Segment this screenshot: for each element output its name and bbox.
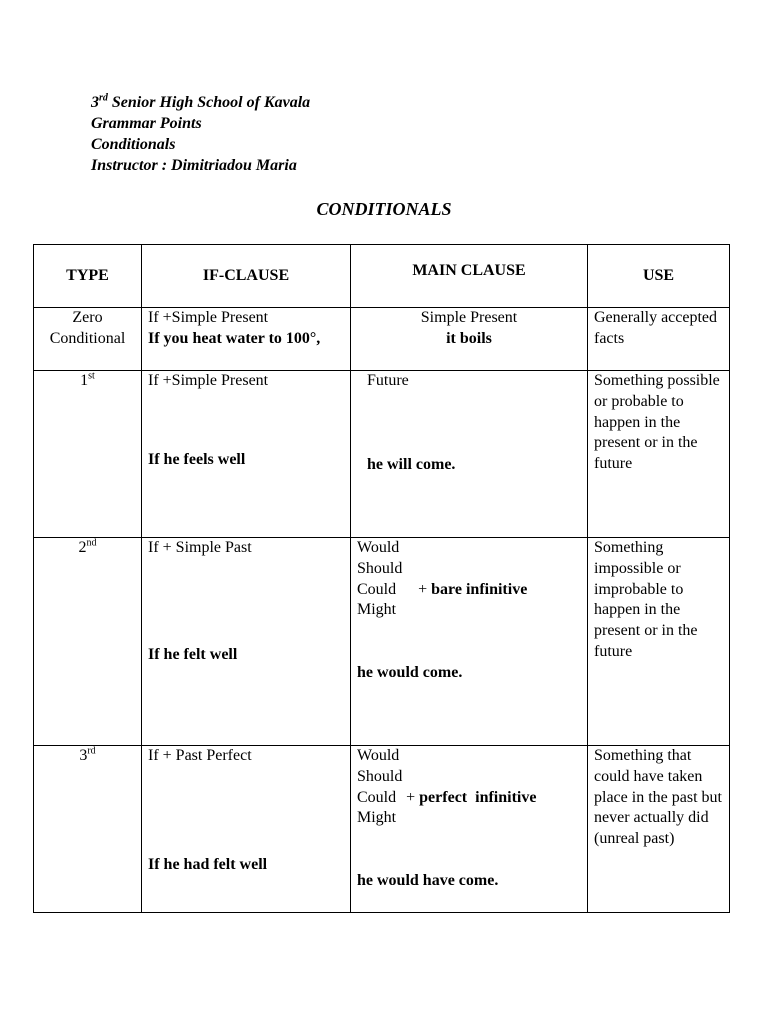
type-cell: [34, 746, 142, 913]
modal-should: Should: [357, 559, 403, 577]
conditionals-table: [33, 244, 730, 913]
type-number: 3: [79, 747, 88, 764]
table-row: [34, 746, 730, 913]
if-example: If he felt well: [148, 645, 238, 663]
use-text: Something possible or probable to happen in the present or in the future: [594, 372, 720, 473]
plus-sign: +: [406, 788, 420, 806]
modal-should: Should: [357, 767, 403, 785]
topic-line: Conditionals: [91, 136, 176, 153]
if-clause-cell: [142, 308, 351, 371]
table-header-row: [34, 245, 730, 308]
main-example: he would come.: [357, 664, 463, 682]
main-clause-cell: [351, 371, 588, 538]
type-ordinal: nd: [86, 537, 97, 549]
main-example: he will come.: [367, 455, 456, 473]
use-cell: [588, 538, 730, 746]
type-cell: [34, 371, 142, 538]
header-if-clause: IF-CLAUSE: [142, 245, 351, 308]
type-ordinal: rd: [87, 745, 96, 757]
type-cell: [34, 308, 142, 371]
header-use: USE: [588, 245, 730, 308]
if-example: If he feels well: [148, 450, 246, 468]
if-clause-cell: [142, 371, 351, 538]
type-number: 2: [78, 539, 87, 556]
main-clause-cell: [351, 746, 588, 913]
subject-line: Grammar Points: [91, 115, 202, 132]
instructor-line: Instructor : Dimitriadou Maria: [91, 157, 297, 174]
modal-might: Might: [357, 601, 397, 619]
table-row: [34, 308, 730, 371]
modal-could: Could: [357, 580, 397, 598]
main-clause-cell: [351, 538, 588, 746]
table-row: [34, 371, 730, 538]
use-cell: [588, 746, 730, 913]
infinitive-type: perfect infinitive: [419, 788, 537, 806]
page-title: CONDITIONALS: [316, 199, 452, 219]
type-number: 1: [80, 372, 89, 389]
header-type: TYPE: [34, 245, 142, 308]
use-cell: [588, 308, 730, 371]
modal-could-line: [357, 788, 581, 809]
table-row: [34, 538, 730, 746]
school-line: [91, 92, 310, 113]
use-text: Something impossible or improbable to happen in the present or in the future: [594, 539, 698, 660]
if-form: If + Past Perfect: [148, 747, 252, 764]
if-form: If +Simple Present: [148, 372, 269, 389]
modal-would: Would: [357, 747, 400, 764]
school-ordinal: rd: [99, 92, 108, 104]
if-form: If + Simple Past: [148, 539, 252, 556]
type-cell: [34, 538, 142, 746]
modal-could: Could: [357, 788, 397, 806]
modal-would: Would: [357, 539, 400, 556]
modal-could-line: [357, 580, 581, 601]
main-form: Future: [367, 372, 409, 389]
school-name: Senior High School of Kavala: [107, 94, 311, 111]
if-clause-cell: [142, 538, 351, 746]
plus-sign: +: [418, 580, 432, 598]
if-example: If he had felt well: [148, 855, 268, 873]
use-cell: [588, 371, 730, 538]
if-clause-cell: [142, 746, 351, 913]
school-number: 3: [91, 94, 99, 111]
use-text: Something that could have taken place in the past but never actually did (unreal past): [594, 747, 722, 848]
main-example: it boils: [446, 329, 492, 347]
type-label-2: Conditional: [49, 329, 126, 347]
modal-might: Might: [357, 809, 397, 827]
if-form: If +Simple Present: [148, 309, 269, 326]
main-clause-cell: [351, 308, 588, 371]
document-header: [91, 92, 310, 176]
main-example: he would have come.: [357, 872, 499, 890]
use-text: Generally accepted facts: [594, 309, 718, 347]
main-form: Simple Present: [420, 309, 518, 326]
header-main-clause: MAIN CLAUSE: [351, 245, 588, 308]
type-ordinal: st: [88, 370, 95, 382]
if-example: If you heat water to 100°,: [148, 329, 321, 347]
type-label: Zero: [72, 309, 103, 326]
infinitive-type: bare infinitive: [431, 580, 528, 598]
